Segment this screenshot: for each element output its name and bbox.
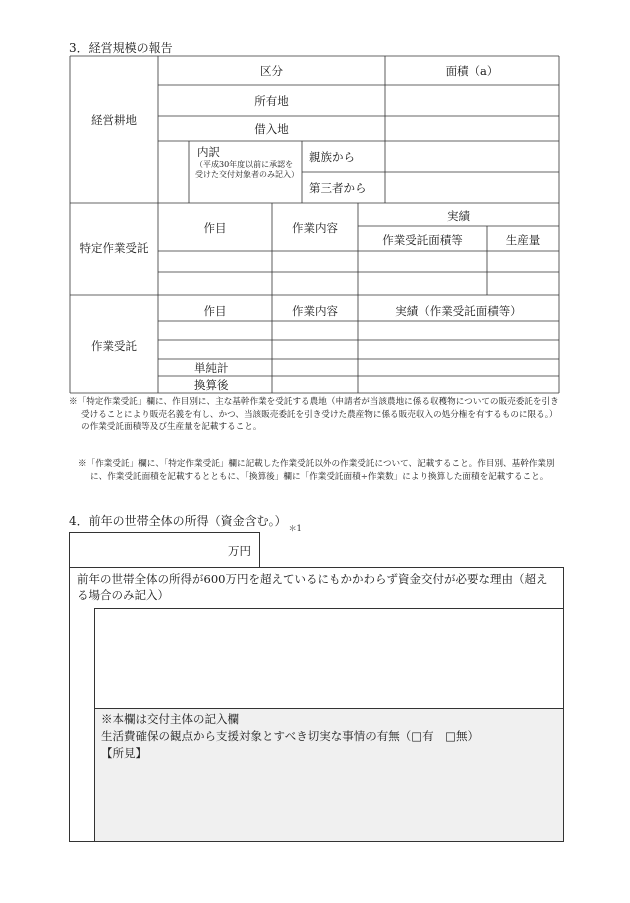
income-input-box[interactable] [69,532,260,568]
leased-land-label: 借入地 [254,122,289,136]
specific-contract-label: 特定作業受託 [79,241,149,255]
third-party-label: 第三者から [309,181,367,195]
production-header: 生産量 [505,233,541,247]
work-crop-header: 作目 [203,304,227,318]
specific-crop-header: 作目 [203,221,227,235]
opinion-label: 【所見】 [101,746,147,760]
breakdown-label: 内訳 [197,145,220,159]
relatives-label: 親族から [309,150,355,164]
simple-total-label: 単純計 [194,361,229,375]
note-work-contract: ※「作業受託」欄に、「特定作業受託」欄に記載した作業受託以外の作業受託について、記載すること。作目別、基幹作業別に、作業受託面積を記載するとともに、「換算後」欄に「作業受託面積÷作業数」により換算した面積を記載すること。 [78,459,555,482]
admin-question: 生活費確保の観点から支援対象とすべき切実な事情の有無（□有 □無） [101,729,479,743]
converted-label: 換算後 [194,378,229,392]
reason-input-area[interactable] [94,608,564,709]
work-content-header: 作業内容 [292,304,338,318]
section4-superscript: ＊1 [288,524,302,533]
note-specific-contract: ※「特定作業受託」欄に、作目別に、主な基幹作業を受託する農地（申請者が当該農地に係る収穫物についての販売委託を引き受けることにより販売名義を有し、かつ、当該販売委託を引き受けた農産物に係る販売収入の処分権を有するものに限る。）の作業受託面積等及び生産量を記載すること。 [69,397,559,433]
admin-section-box [94,708,564,842]
owned-land-label: 所有地 [254,94,289,108]
work-contract-label: 作業受託 [91,339,137,353]
results-header: 実績 [447,209,470,223]
admin-note: ※本欄は交付主体の記入欄 [101,712,239,726]
reason-label: 前年の世帯全体の所得が600万円を超えているにもかかわらず資金交付が必要な理由（超える場合のみ記入） [77,572,548,602]
contract-area-header: 作業受託面積等 [382,233,463,247]
specific-work-header: 作業内容 [292,221,338,235]
header-category: 区分 [260,64,283,78]
section4-title-text: 4．前年の世帯全体の所得（資金含む。） [69,514,287,528]
farmland-label: 経営耕地 [91,113,137,127]
results-contract-area-header: 実績（作業受託面積等） [395,304,522,318]
header-area: 面積（a） [445,64,499,78]
section4-title [69,512,302,533]
section3-title: 3．経営規模の報告 [69,41,173,55]
breakdown-note: （平成30年度以前に承認を受けた交付対象者のみ記入） [195,160,299,179]
income-unit: 万円 [228,544,251,558]
